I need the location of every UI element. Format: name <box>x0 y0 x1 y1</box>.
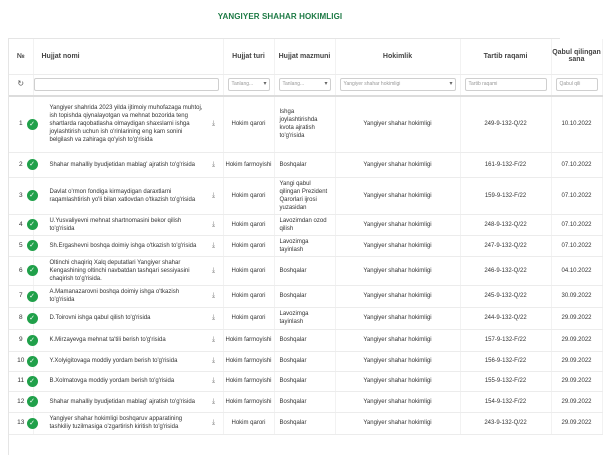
row-number: 1 <box>9 96 33 152</box>
document-reg-number: 243-9-132-Q/22 <box>460 412 551 434</box>
document-reg-number: 159-9-132-F/22 <box>460 177 551 214</box>
document-content: Lavozimga tayinlash <box>274 307 335 329</box>
table-row[interactable] <box>9 329 602 351</box>
document-name[interactable]: Y.Xolyigitovaga moddiy yordam berish to'g'risida <box>49 358 178 364</box>
document-date: 29.09.2022 <box>551 329 602 351</box>
document-org: Yangiyer shahar hokimligi <box>335 351 460 371</box>
filter-date-input[interactable]: Qabul qili <box>556 78 598 91</box>
row-number: 7 <box>9 285 33 307</box>
table-row[interactable] <box>9 371 602 391</box>
document-content: Boshqalar <box>274 256 335 285</box>
check-circle-icon: ✓ <box>27 376 38 387</box>
document-date: 07.10.2022 <box>551 152 602 177</box>
page-title: YANGIYER SHAHAR HOKIMLIGI <box>217 12 343 21</box>
document-org: Yangiyer shahar hokimligi <box>335 152 460 177</box>
document-type: Hokim qarori <box>223 235 274 256</box>
document-name[interactable]: Yangiyer shahar hokimligi boshqaruv apparatining tashkiliy tuzilmasiga o'zgartirish kiritish to'g'risida <box>49 416 183 430</box>
document-reg-number: 156-9-132-F/22 <box>460 351 551 371</box>
download-icon[interactable]: ⤓ <box>211 160 216 168</box>
download-icon[interactable]: ⤓ <box>211 419 216 426</box>
row-number: 5 <box>9 235 33 256</box>
document-date: 04.10.2022 <box>551 256 602 285</box>
document-name[interactable]: Oltinchi chaqiriq Xalq deputatlari Yangiyer shahar Kengashining oltinchi navbatdan tashqari sessiyasini chaqirish to'g'risida. <box>49 259 190 282</box>
table-row[interactable] <box>9 235 602 256</box>
document-date: 29.09.2022 <box>551 391 602 412</box>
document-org: Yangiyer shahar hokimligi <box>335 235 460 256</box>
check-circle-icon: ✓ <box>27 418 38 429</box>
document-type: Hokim qarori <box>223 177 274 214</box>
document-date: 30.09.2022 <box>551 285 602 307</box>
row-number: 12 <box>9 391 33 412</box>
document-name[interactable]: Yangiyer shahrida 2023 yilda ijtimoiy muhofazaga muhtoj, ish topishda qiynalayotgan va mehnat bozorida teng shartlarda raqobatlasha olmaydigan shaxslarni ishga joylashtirish uchun ish o'rinlarining eng kam sonini belgilash va zahiraga qo'yish to'g'risida <box>49 105 203 144</box>
document-name[interactable]: Shahar mahalliy byudjetidan mablag' ajratish to'g'risida <box>49 161 196 168</box>
document-name[interactable]: Shahar mahalliy byudjetidan mablag' ajratish to'g'risida <box>49 398 196 405</box>
document-type: Hokim farmoyishi <box>223 371 274 391</box>
documents-table <box>9 39 603 435</box>
document-content: Boshqalar <box>274 371 335 391</box>
row-number: 9 <box>9 329 33 351</box>
check-circle-icon: ✓ <box>27 190 38 201</box>
document-date: 10.10.2022 <box>551 96 602 152</box>
document-reg-number: 245-9-132-Q/22 <box>460 285 551 307</box>
document-org: Yangiyer shahar hokimligi <box>335 371 460 391</box>
document-content: Boshqalar <box>274 152 335 177</box>
document-type: Hokim qarori <box>223 214 274 235</box>
document-type: Hokim qarori <box>223 96 274 152</box>
refresh-icon[interactable]: ↻ <box>17 79 25 89</box>
check-circle-icon: ✓ <box>27 335 38 346</box>
document-content: Boshqalar <box>274 412 335 434</box>
row-number: 13 <box>9 412 33 434</box>
document-reg-number: 247-9-132-Q/22 <box>460 235 551 256</box>
table-row[interactable] <box>9 351 602 371</box>
download-icon[interactable]: ⤓ <box>211 241 216 249</box>
filter-name-input[interactable] <box>34 78 219 91</box>
document-name[interactable]: A.Mamanazarovni boshqa doimiy ishga o'tkazish to'g'risida <box>49 289 180 303</box>
download-icon[interactable]: ⤓ <box>211 292 216 299</box>
table-row[interactable] <box>9 96 602 152</box>
document-type: Hokim farmoyishi <box>223 351 274 371</box>
document-type: Hokim qarori <box>223 412 274 434</box>
document-name[interactable]: B.Xolmatovga moddiy yordam berish to'g'risida <box>49 378 175 384</box>
document-date: 07.10.2022 <box>551 235 602 256</box>
filter-type-select[interactable]: Tanlang... ▾ <box>228 78 270 91</box>
check-circle-icon: ✓ <box>27 291 38 302</box>
check-circle-icon: ✓ <box>27 219 38 230</box>
row-number: 2 <box>9 152 33 177</box>
header-type[interactable]: Hujjat turi <box>223 39 274 74</box>
download-icon[interactable]: ⤓ <box>211 397 216 405</box>
header-reg[interactable]: Tartib raqami <box>460 39 551 74</box>
document-date: 29.09.2022 <box>551 351 602 371</box>
document-type: Hokim qarori <box>223 307 274 329</box>
download-icon[interactable]: ⤓ <box>211 120 216 128</box>
document-content: Boshqalar <box>274 391 335 412</box>
document-name[interactable]: D.Toirovni ishga qabul qilish to'g'risida <box>49 315 151 321</box>
document-reg-number: 248-9-132-Q/22 <box>460 214 551 235</box>
document-org: Yangiyer shahar hokimligi <box>335 412 460 434</box>
check-circle-icon: ✓ <box>27 119 38 130</box>
check-circle-icon: ✓ <box>27 396 38 407</box>
document-type: Hokim qarori <box>223 256 274 285</box>
row-number: 3 <box>9 177 33 214</box>
document-content: Boshqalar <box>274 329 335 351</box>
document-content: Ishga joylashtirishda kvota ajratish to'g'risida <box>274 96 335 152</box>
document-name[interactable]: Davlat o'rmon fondiga kirmaydigan daraxtlarni raqamlashtirish yo'li bilan xatlovdan o'tkazish to'g'risida <box>49 188 196 203</box>
document-type: Hokim qarori <box>223 285 274 307</box>
document-reg-number: 157-9-132-F/22 <box>460 329 551 351</box>
document-name[interactable]: K.Mirzayevga mehnat ta'tili berish to'g'risida <box>49 337 166 343</box>
document-type: Hokim farmoyishi <box>223 391 274 412</box>
table-row[interactable] <box>9 256 602 285</box>
filter-org-select[interactable]: Yangiyer shahar hokimligi ▾ <box>340 78 456 91</box>
document-content: Lavozimdan ozod qilish <box>274 214 335 235</box>
document-org: Yangiyer shahar hokimligi <box>335 307 460 329</box>
document-content: Boshqalar <box>274 285 335 307</box>
document-reg-number: 244-9-132-Q/22 <box>460 307 551 329</box>
download-icon[interactable]: ⤓ <box>211 220 216 228</box>
header-name[interactable]: Hujjat nomi <box>33 39 223 74</box>
document-reg-number: 155-9-132-F/22 <box>460 371 551 391</box>
document-date: 07.10.2022 <box>551 214 602 235</box>
download-icon[interactable]: ⤓ <box>211 336 216 343</box>
document-org: Yangiyer shahar hokimligi <box>335 214 460 235</box>
header-row <box>9 39 602 74</box>
document-org: Yangiyer shahar hokimligi <box>335 96 460 152</box>
table-row[interactable] <box>9 152 602 177</box>
document-org: Yangiyer shahar hokimligi <box>335 285 460 307</box>
header-date[interactable]: Qabul qilingan sana <box>551 39 602 74</box>
document-reg-number: 154-9-132-F/22 <box>460 391 551 412</box>
table-row[interactable] <box>9 412 602 434</box>
check-circle-icon: ✓ <box>27 265 38 276</box>
document-org: Yangiyer shahar hokimligi <box>335 256 460 285</box>
header-content[interactable]: Hujjat mazmuni <box>274 39 335 74</box>
table-row[interactable] <box>9 177 602 214</box>
document-date: 29.09.2022 <box>551 371 602 391</box>
document-org: Yangiyer shahar hokimligi <box>335 391 460 412</box>
document-name[interactable]: Sh.Ergashevni boshqa doimiy ishga o'tkazish to'g'risida <box>49 242 197 249</box>
document-date: 29.09.2022 <box>551 412 602 434</box>
filter-row <box>9 74 602 96</box>
document-org: Yangiyer shahar hokimligi <box>335 329 460 351</box>
document-type: Hokim farmoyishi <box>223 329 274 351</box>
table-row[interactable] <box>9 307 602 329</box>
row-number: 11 <box>9 371 33 391</box>
download-icon[interactable]: ⤓ <box>211 191 216 199</box>
filter-reg-input[interactable]: Tartib raqami <box>465 78 547 91</box>
table-row[interactable] <box>9 214 602 235</box>
document-org: Yangiyer shahar hokimligi <box>335 177 460 214</box>
document-reg-number: 161-9-132-F/22 <box>460 152 551 177</box>
row-number: 6 <box>9 256 33 285</box>
document-date: 29.09.2022 <box>551 307 602 329</box>
documents-table-container <box>8 38 601 455</box>
header-no[interactable]: № <box>9 39 33 74</box>
header-org[interactable]: Hokimlik <box>335 39 460 74</box>
check-circle-icon: ✓ <box>27 159 38 170</box>
document-date: 07.10.2022 <box>551 177 602 214</box>
table-row[interactable] <box>9 391 602 412</box>
download-icon[interactable]: ⤓ <box>211 266 216 274</box>
download-icon[interactable]: ⤓ <box>211 377 216 384</box>
document-reg-number: 249-9-132-Q/22 <box>460 96 551 152</box>
row-number: 10 <box>9 351 33 371</box>
row-number: 8 <box>9 307 33 329</box>
document-type: Hokim farmoyishi <box>223 152 274 177</box>
document-content: Lavozimga tayinlash <box>274 235 335 256</box>
document-name[interactable]: U.Yusvaliyevni mehnat shartnomasini bekor qilish to'g'risida <box>49 217 182 232</box>
check-circle-icon: ✓ <box>27 240 38 251</box>
download-icon[interactable]: ⤓ <box>211 357 216 364</box>
download-icon[interactable]: ⤓ <box>211 314 216 321</box>
check-circle-icon: ✓ <box>27 313 38 324</box>
document-reg-number: 246-9-132-Q/22 <box>460 256 551 285</box>
check-circle-icon: ✓ <box>27 356 38 367</box>
document-content: Yangi qabul qilingan Prezident Qarorlari ijrosi yuzasidan <box>274 177 335 214</box>
document-content: Boshqalar <box>274 351 335 371</box>
row-number: 4 <box>9 214 33 235</box>
filter-content-select[interactable]: Tanlang... ▾ <box>279 78 331 91</box>
table-row[interactable] <box>9 285 602 307</box>
